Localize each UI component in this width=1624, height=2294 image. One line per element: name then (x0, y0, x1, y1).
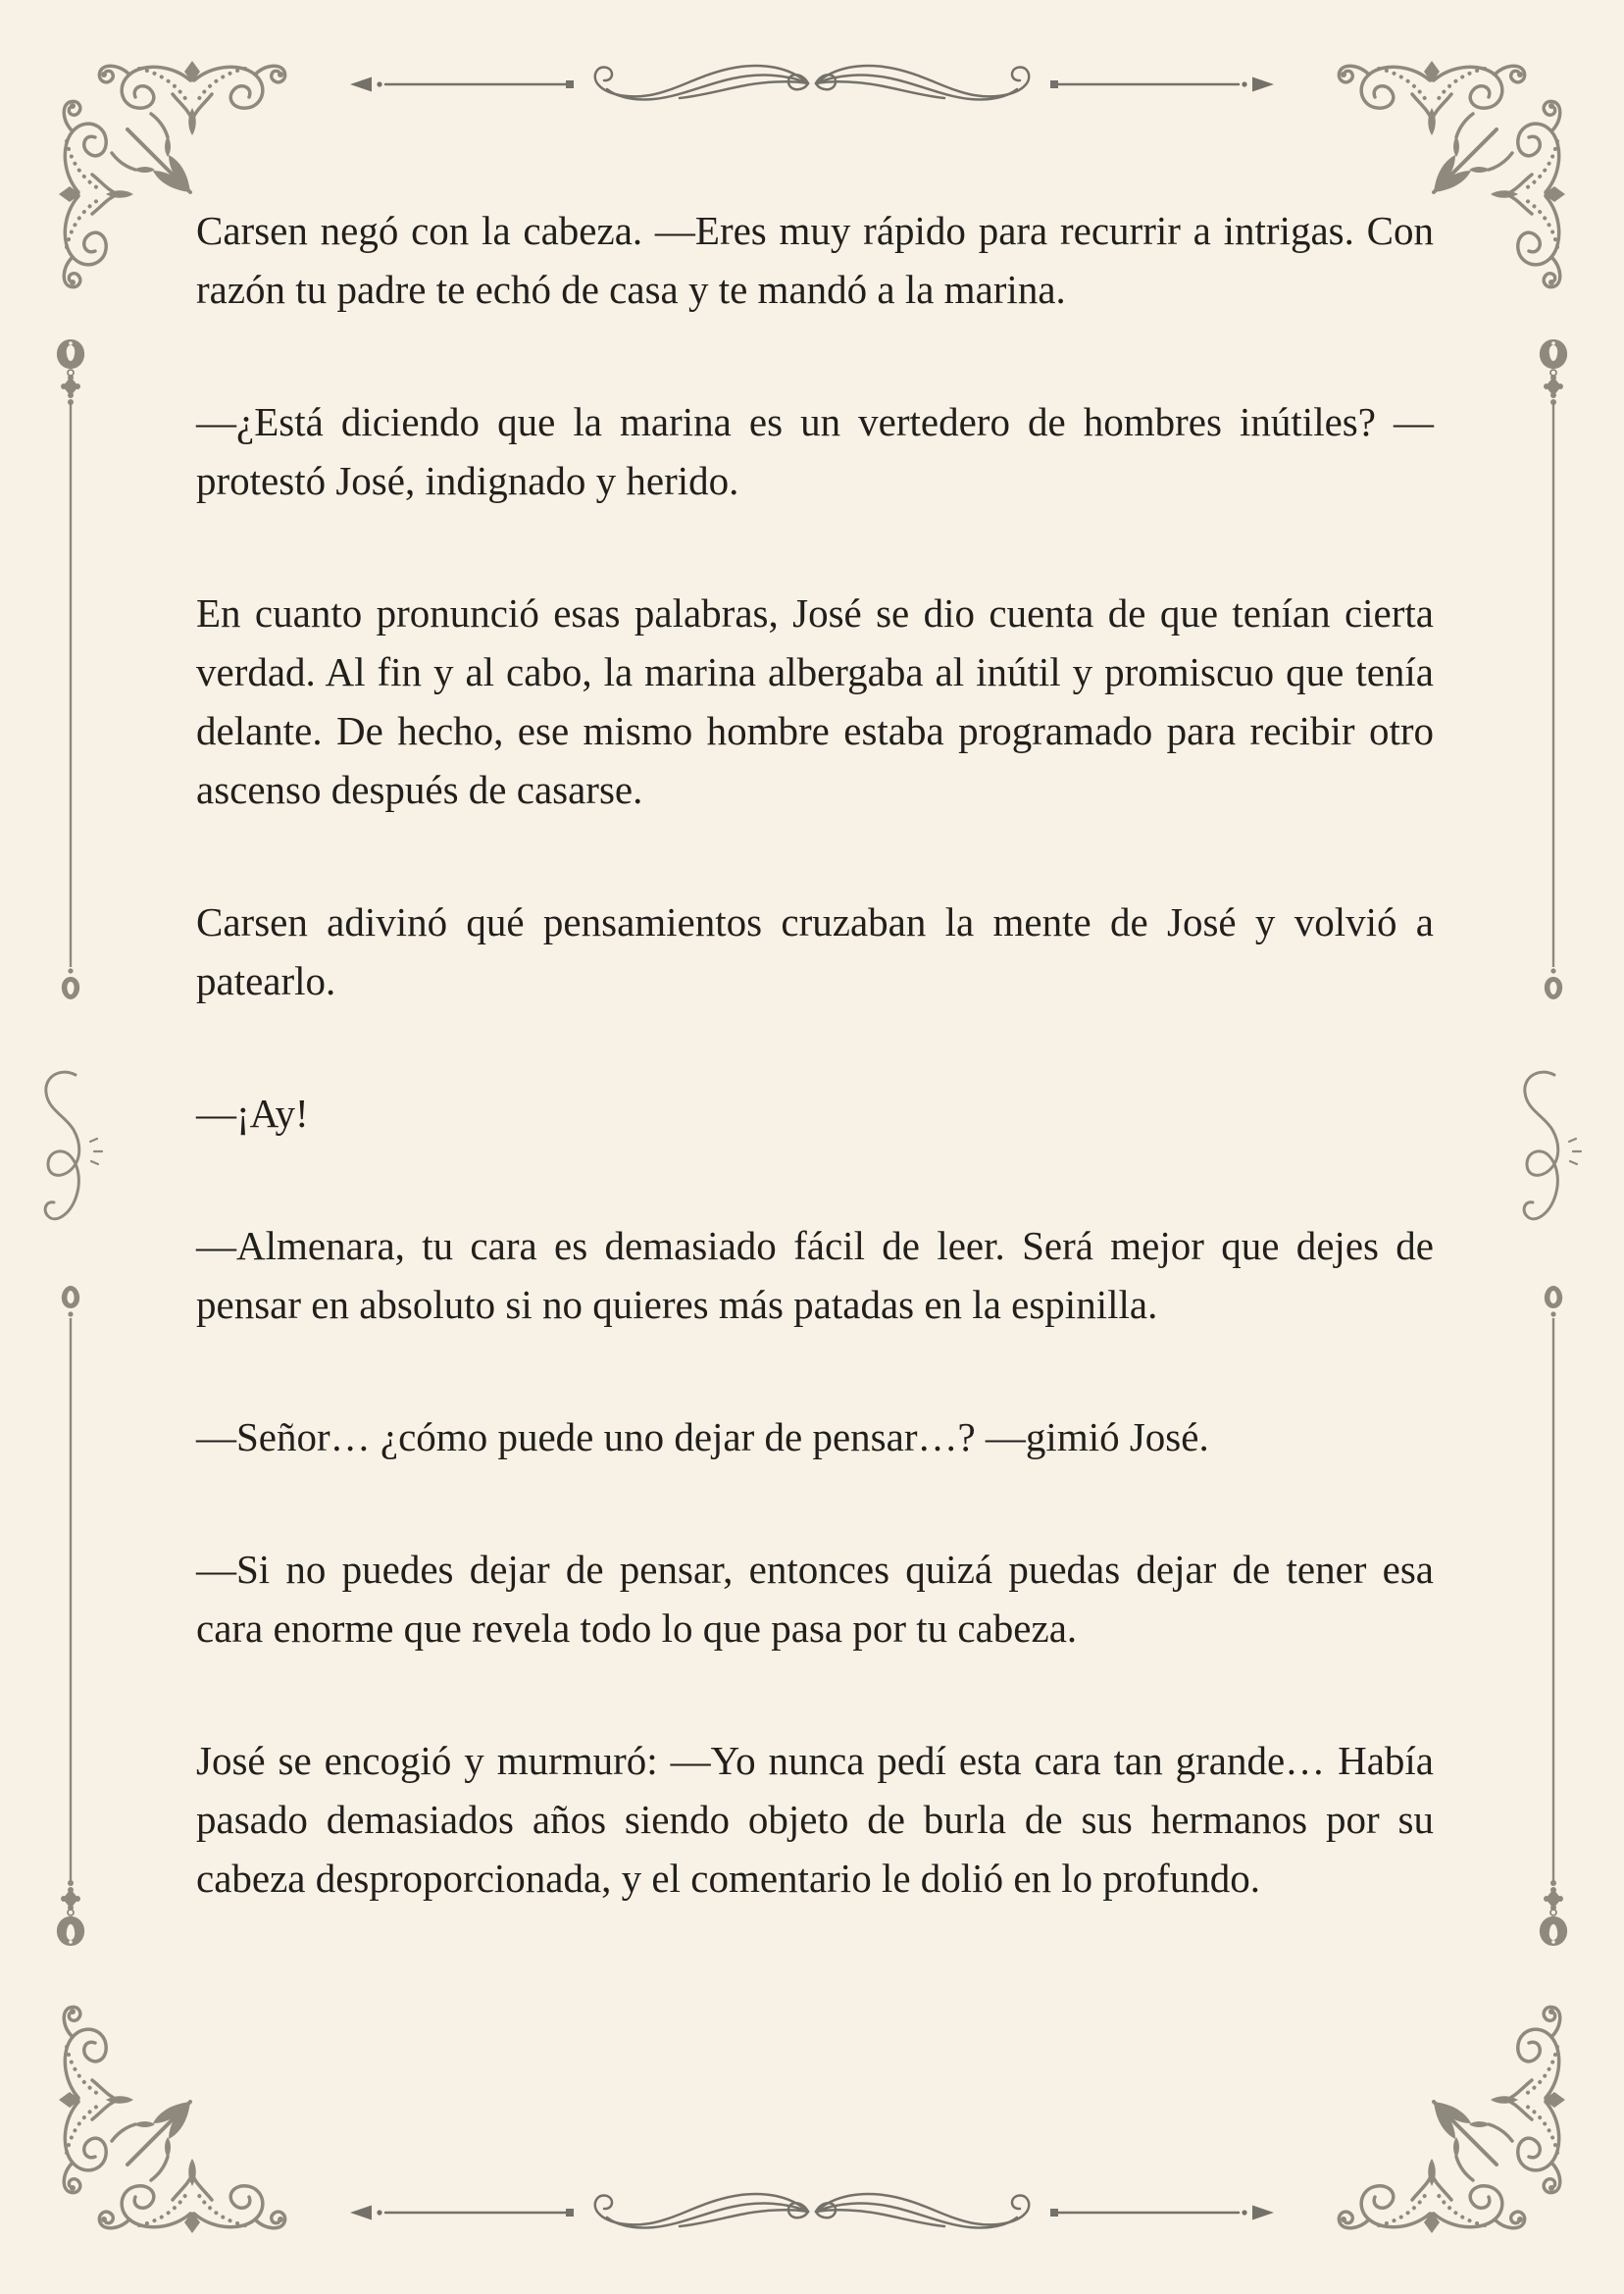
arrow-swirl-divider-bottom-icon (346, 2181, 1278, 2244)
paragraph: —Si no puedes dejar de pensar, entonces quizá puedas dejar de tener esa cara enorme que revela todo lo que pasa por tu cabeza. (196, 1547, 1434, 1651)
paragraph: Carsen negó con la cabeza. —Eres muy rápido para recurrir a intrigas. Con razón tu padre te echó de casa y te mandó a la marina. (196, 208, 1434, 312)
arrow-swirl-divider-top-icon (346, 53, 1278, 116)
corner-flourish-bottom-right-icon (1322, 1990, 1567, 2235)
story-text (196, 201, 1434, 1908)
paragraph: —¿Está diciendo que la marina es un vertedero de hombres inútiles? —protestó José, indignado y herido. (196, 399, 1434, 503)
corner-flourish-bottom-left-icon (57, 1990, 302, 2235)
figure-eight-swirl-left-icon (36, 1067, 105, 1234)
paragraph: —Señor… ¿cómo puede uno dejar de pensar…? —gimió José. (196, 1414, 1209, 1459)
paragraph: José se encogió y murmuró: —Yo nunca pedí esta cara tan grande… Había pasado demasiados años siendo objeto de burla de sus hermanos por su cabeza desproporcionada, y el comentario le dolió en lo profundo. (196, 1738, 1434, 1901)
figure-eight-swirl-right-icon (1515, 1067, 1584, 1234)
paragraph: —Almenara, tu cara es demasiado fácil de leer. Será mejor que dejes de pensar en absoluto si no quieres más patadas en la espinilla. (196, 1223, 1434, 1327)
side-rule-left-lower-icon (49, 1267, 92, 1954)
paragraph: En cuanto pronunció esas palabras, José se dio cuenta de que tenían cierta verdad. Al fin y al cabo, la marina albergaba al inútil y promiscuo que tenía delante. De hecho, ese mismo hombre estaba programado para recibir otro ascenso después de casarse. (196, 590, 1434, 812)
side-rule-left-upper-icon (49, 331, 92, 1018)
paragraph: Carsen adivinó qué pensamientos cruzaban la mente de José y volvió a patearlo. (196, 899, 1434, 1003)
side-rule-right-upper-icon (1532, 331, 1575, 1018)
side-rule-right-lower-icon (1532, 1267, 1575, 1954)
paragraph: —¡Ay! (196, 1091, 309, 1136)
